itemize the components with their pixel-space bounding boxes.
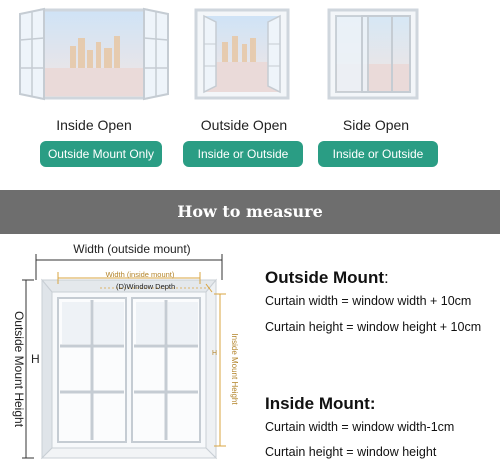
outside-open-window-image (192, 6, 292, 102)
outside-height-h-label: H (31, 352, 40, 366)
inside-or-outside-mount-badge-1: Inside or Outside Mount (183, 141, 303, 167)
width-inside-mount-label: Width (inside mount) (105, 270, 175, 279)
outside-mount-heading (265, 268, 389, 288)
outside-mount-only-badge: Outside Mount Only (40, 141, 162, 167)
outside-mount-height-formula: Curtain height = window height + 10cm (265, 320, 482, 334)
outside-mount-height-label: Outside Mount Height (12, 310, 26, 428)
outside-mount-heading-colon: : (383, 268, 389, 287)
inside-mount-height-label: Inside Mount Height (230, 333, 239, 405)
side-open-window-image (326, 6, 420, 102)
window-depth-label: (D)Window Depth (116, 282, 176, 291)
inside-mount-heading: Inside Mount: (265, 394, 376, 413)
inside-height-h-label: H (212, 350, 218, 357)
inside-open-label: Inside Open (56, 117, 132, 133)
inside-mount-height-formula: Curtain height = window height (265, 445, 437, 459)
inside-open-window-image (14, 6, 174, 102)
inside-mount-width-formula: Curtain width = window width-1cm (265, 420, 455, 434)
outside-mount-heading-text: Outside Mount (265, 268, 384, 287)
width-outside-mount-label: Width (outside mount) (73, 242, 191, 256)
outside-mount-width-formula: Curtain width = window width + 10cm (265, 294, 472, 308)
how-to-measure-title: How to measure (177, 202, 323, 221)
inside-or-outside-mount-badge-2: Inside or Outside Mount (318, 141, 438, 167)
side-open-label: Side Open (342, 117, 410, 133)
outside-open-label: Outside Open (200, 117, 288, 133)
